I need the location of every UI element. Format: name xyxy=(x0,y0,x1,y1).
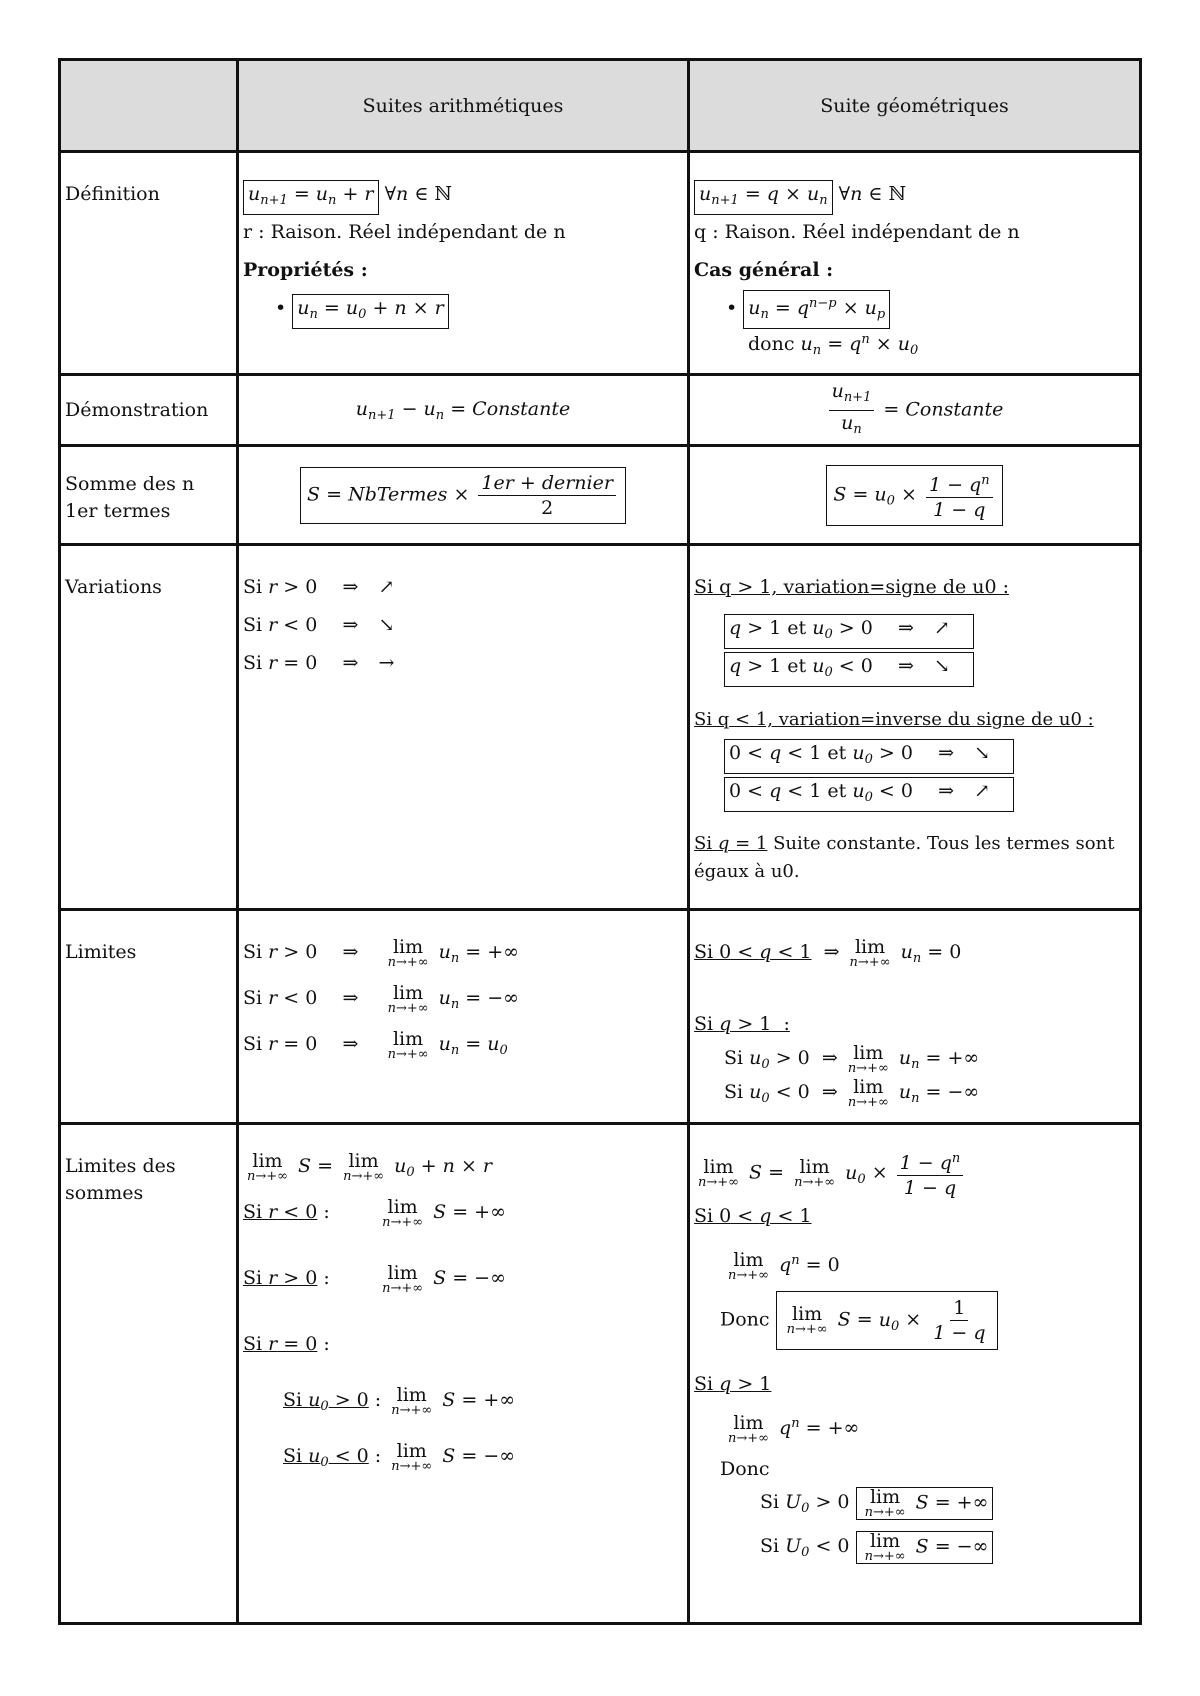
geo-donc: donc xyxy=(748,333,795,355)
label-limits: Limites xyxy=(60,910,238,1124)
arith-demonstration: $u_{n+1} - u_n$ = Constante xyxy=(238,375,689,446)
row-demonstration xyxy=(60,375,1141,446)
geo-donc-1: Donc xyxy=(720,1308,770,1331)
geo-sum: $S = u_0$ × $\frac{1 - q^n}{1 - q}$ xyxy=(689,446,1141,545)
arith-variations: Si r > 0 ⇒ ↗ Si r < 0 ⇒ ↘ Si r = 0 ⇒ → xyxy=(238,545,689,910)
geo-var-intro1: Si q > 1, variation=signe de u0 : xyxy=(694,576,1010,598)
geo-var-const: Suite constante. Tous les termes sont égaux à u0. xyxy=(694,833,1115,882)
geo-case-title: Cas général : xyxy=(694,259,834,281)
arith-limits: Si r > 0 ⇒ lim n→+∞ $u_n$ = +∞ Si r < 0 ⇒ lim n→+∞ $u_n$ = −∞ Si r = 0 ⇒ lim n→+∞ $u_n = u_0$ xyxy=(238,910,689,1124)
row-limits xyxy=(60,910,1141,1124)
row-variations xyxy=(60,545,1141,910)
geo-donc-2: Donc xyxy=(720,1458,770,1480)
label-sum-limits: Limites des sommes xyxy=(60,1124,238,1624)
arith-sum: S = NbTermes × $\frac{\text{1er + dernier}}{2}$ xyxy=(238,446,689,545)
arith-sum-limits: lim n→+∞ S = lim n→+∞ $u_0 + n \times r$ Si r < 0 : lim n→+∞ S = +∞ Si r > 0 : lim n→+∞ S = −∞ Si r = 0 : Si $u_0 > 0$ : lim n→+∞ S = +∞ Si $u_0 < 0$ : lim n→+∞ S = −∞ xyxy=(238,1124,689,1624)
arith-sum-num: 1er + dernier xyxy=(478,471,616,496)
row-sum-limits xyxy=(60,1124,1141,1624)
geo-reason-text: q : Raison. Réel indépendant de n xyxy=(694,221,1020,243)
geo-var-intro2: Si q < 1, variation=inverse du signe de u0 : xyxy=(694,709,1094,730)
header-geometric: Suite géométriques xyxy=(689,60,1141,152)
comparison-table xyxy=(58,58,1142,1625)
row-definition xyxy=(60,152,1141,375)
row-sum xyxy=(60,446,1141,545)
label-definition: Définition xyxy=(60,152,238,375)
arith-definition: $u_{n+1} = u_n + r$ ∀n ∈ ℕ r : Raison. Réel indépendant de n Propriétés : • $u_n = u_0 + n \times r$ xyxy=(238,152,689,375)
header-row xyxy=(60,60,1141,152)
label-variations: Variations xyxy=(60,545,238,910)
label-demonstration: Démonstration xyxy=(60,375,238,446)
geo-variations: Si q > 1, variation=signe de u0 : q > 1 et $u_0 > 0$ ⇒ ↗ q > 1 et $u_0 < 0$ ⇒ ↘ Si q < 1, variation=inverse du signe de u0 : 0 < q < 1 et $u_0 > 0$ ⇒ ↘ 0 < q < 1 et $u_0 < 0$ ⇒ ↗ Si q = 1 Suite constante. Tous les termes sont égaux à u0. xyxy=(689,545,1141,910)
geo-sum-limits: lim n→+∞ S = lim n→+∞ $u_0$ × $\frac{1 - q^n}{1 - q}$ Si 0 < q < 1 lim n→+∞ $q^n = 0$ Donc lim n→+∞ $S = u_0$ × $\frac{1}{1 - q}$ Si q > 1 lim n→+∞ $q^n$ = +∞ Donc Si $U_0 > 0$ lim n→+∞ S = +∞ Si $U_0 < 0$ lim n→+∞ S = −∞ xyxy=(689,1124,1141,1624)
header-arithmetic: Suites arithmétiques xyxy=(238,60,689,152)
label-sum: Somme des n 1er termes xyxy=(60,446,238,545)
arith-reason-text: r : Raison. Réel indépendant de n xyxy=(243,221,566,243)
geo-demonstration: $\frac{u_{n+1}}{u_n}$ = Constante xyxy=(689,375,1141,446)
geo-definition: $u_{n+1} = q \times u_n$ ∀n ∈ ℕ q : Raison. Réel indépendant de n Cas général : • $u_n = q^{n-p} \times u_p$ donc $u_n = q^n \times u_0$ xyxy=(689,152,1141,375)
arith-properties-title: Propriétés : xyxy=(243,259,368,281)
header-empty xyxy=(60,60,238,152)
arith-sum-den: 2 xyxy=(541,496,554,519)
geo-limits: Si 0 < q < 1 ⇒ lim n→+∞ $u_n = 0$ Si q > 1 : Si $u_0 > 0$ ⇒ lim n→+∞ $u_n$ = +∞ Si $u_0 < 0$ ⇒ lim n→+∞ $u_n$ = −∞ xyxy=(689,910,1141,1124)
